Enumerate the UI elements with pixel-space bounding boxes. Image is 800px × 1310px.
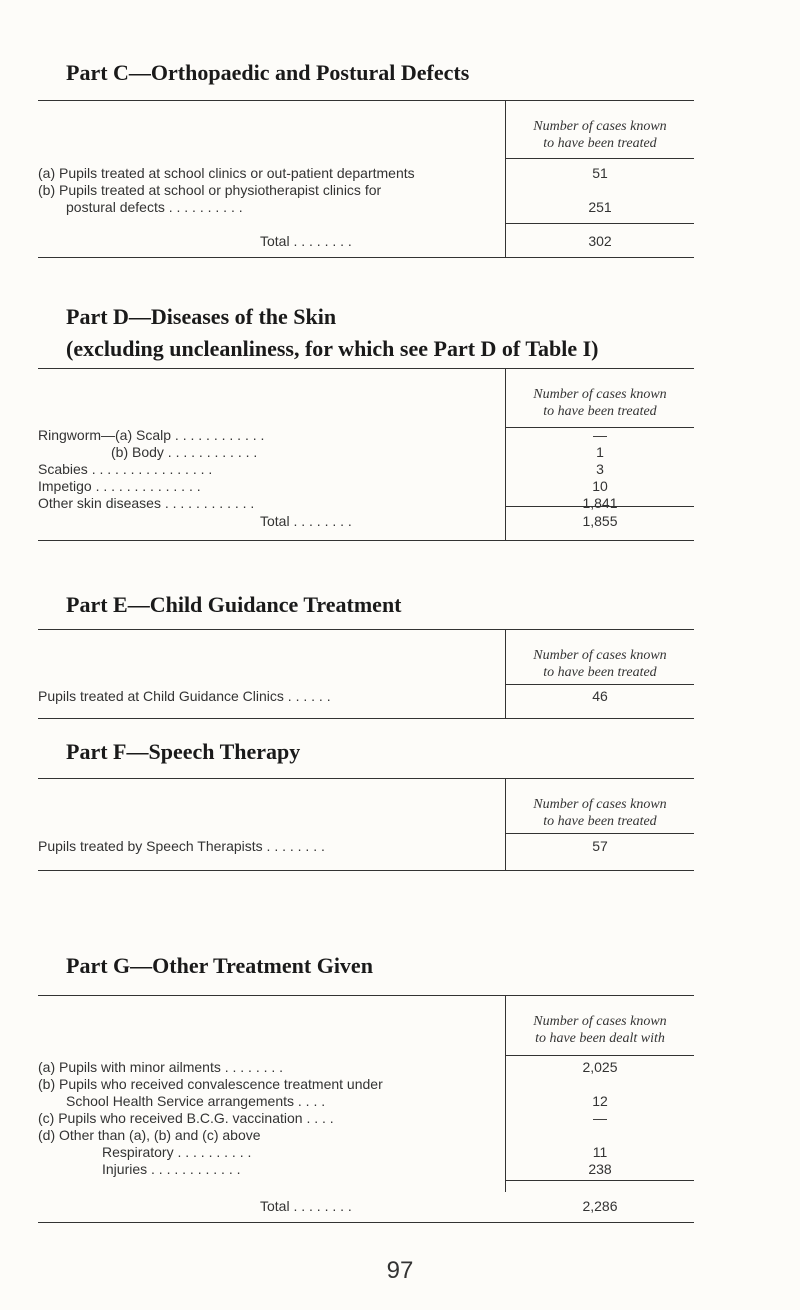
top-rule xyxy=(38,995,694,996)
total-label: Total . . . . . . . . xyxy=(260,233,352,249)
row-value: 238 xyxy=(588,1161,612,1177)
row-value: — xyxy=(593,1110,607,1126)
part-d-subtitle: (excluding uncleanliness, for which see Part D of Table I) xyxy=(66,336,599,361)
top-rule xyxy=(38,629,694,630)
row-label: Impetigo . . . . . . . . . . . . . . xyxy=(38,478,201,494)
row-label: (a) Pupils treated at school clinics or out-patient departments xyxy=(38,165,415,181)
row-label: Pupils treated by Speech Therapists . . . . . . . . xyxy=(38,838,325,854)
row-label: (b) Body . . . . . . . . . . . . xyxy=(111,444,258,460)
row-label: School Health Service arrangements . . . . xyxy=(66,1093,326,1109)
bottom-rule xyxy=(38,257,694,258)
total-rule xyxy=(505,223,694,224)
header-rule xyxy=(505,1055,694,1056)
column-header: Number of cases known to have been treated xyxy=(533,119,667,151)
row-value: 12 xyxy=(592,1093,608,1109)
part-c-title: Part C—Orthopaedic and Postural Defects xyxy=(66,60,470,85)
part-f-title: Part F—Speech Therapy xyxy=(66,739,301,764)
total-value: 302 xyxy=(588,233,612,249)
bottom-rule xyxy=(38,1222,694,1223)
row-value: 2,025 xyxy=(582,1059,618,1075)
total-rule xyxy=(505,1180,694,1181)
row-value: 10 xyxy=(592,478,608,494)
total-value: 2,286 xyxy=(582,1198,618,1214)
header-rule xyxy=(505,158,694,159)
column-header: Number of cases known to have been dealt with xyxy=(533,1014,667,1046)
column-header: Number of cases known to have been treated xyxy=(533,797,667,829)
part-d-title: Part D—Diseases of the Skin xyxy=(66,304,337,329)
row-label: (d) Other than (a), (b) and (c) above xyxy=(38,1127,261,1143)
row-value: 1,841 xyxy=(582,495,618,511)
row-value: 51 xyxy=(592,165,608,181)
row-value: 46 xyxy=(592,688,608,704)
total-rule xyxy=(505,506,694,507)
bottom-rule xyxy=(38,870,694,871)
row-label: (b) Pupils who received convalescence treatment under xyxy=(38,1076,383,1092)
row-label: Pupils treated at Child Guidance Clinics . . . . . . xyxy=(38,688,331,704)
row-label: Ringworm—(a) Scalp . . . . . . . . . . . . xyxy=(38,427,265,443)
row-label: Other skin diseases . . . . . . . . . . . . xyxy=(38,495,255,511)
row-value: 251 xyxy=(588,199,612,215)
top-rule xyxy=(38,778,694,779)
top-rule xyxy=(38,368,694,369)
row-value: 11 xyxy=(592,1144,608,1160)
row-label: Injuries . . . . . . . . . . . . xyxy=(102,1161,241,1177)
top-rule xyxy=(38,100,694,101)
row-value: 3 xyxy=(596,461,604,477)
row-label: postural defects . . . . . . . . . . xyxy=(66,199,243,215)
row-label: Scabies . . . . . . . . . . . . . . . . xyxy=(38,461,213,477)
row-value: — xyxy=(593,427,607,443)
column-header: Number of cases known to have been treated xyxy=(533,387,667,419)
bottom-rule xyxy=(38,540,694,541)
total-label: Total . . . . . . . . xyxy=(260,513,352,529)
column-header: Number of cases known to have been treated xyxy=(533,648,667,680)
page-number: 97 xyxy=(386,1257,414,1284)
row-label: (c) Pupils who received B.C.G. vaccination . . . . xyxy=(38,1110,334,1126)
row-value: 57 xyxy=(592,838,608,854)
part-g-title: Part G—Other Treatment Given xyxy=(66,953,373,978)
header-rule xyxy=(505,684,694,685)
total-value: 1,855 xyxy=(582,513,618,529)
row-label: Respiratory . . . . . . . . . . xyxy=(102,1144,252,1160)
row-label: (b) Pupils treated at school or physiotherapist clinics for xyxy=(38,182,382,198)
total-label: Total . . . . . . . . xyxy=(260,1198,352,1214)
row-label: (a) Pupils with minor ailments . . . . . . . . xyxy=(38,1059,284,1075)
row-value: 1 xyxy=(596,444,604,460)
bottom-rule xyxy=(38,718,694,719)
header-rule xyxy=(505,833,694,834)
part-e-title: Part E—Child Guidance Treatment xyxy=(66,592,402,617)
